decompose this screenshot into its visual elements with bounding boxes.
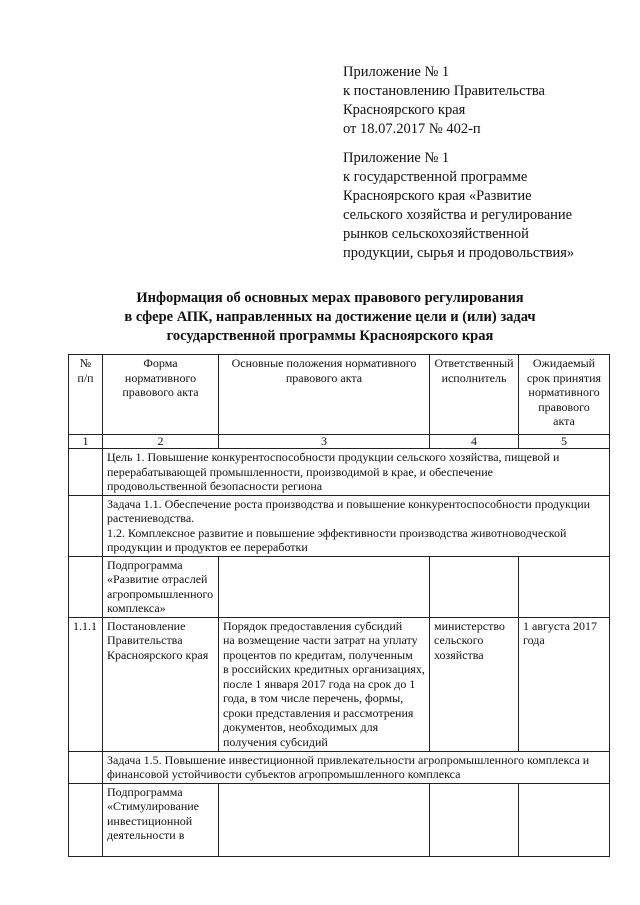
task-1-5-text	[103, 751, 610, 783]
text-line: получения субсидий	[223, 734, 328, 749]
measure-row	[69, 617, 610, 751]
title-line: Информация об основных мерах правового регулирования	[136, 290, 524, 306]
appendix-line: сельского хозяйства и регулирование	[343, 207, 573, 223]
appendix-line: Приложение № 1	[343, 64, 450, 80]
text-line: процентов по кредитам, полученным	[223, 647, 413, 662]
header-act-form	[103, 355, 219, 435]
text-line: «Стимулирование	[107, 799, 199, 813]
appendix-line: рынков сельскохозяйственной	[343, 226, 529, 242]
subprogram-row	[69, 783, 610, 856]
text-line: Красноярского края	[107, 647, 209, 662]
empty-cell	[69, 751, 103, 783]
text-line: растениеводства.	[107, 511, 195, 525]
measure-responsible	[430, 617, 519, 751]
text-line: Постановление	[107, 618, 186, 633]
empty-cell	[430, 556, 519, 617]
title-line: государственной программы Красноярского края	[166, 328, 494, 344]
subprogram-row	[69, 556, 610, 617]
column-number-row	[69, 435, 610, 449]
task-row	[69, 495, 610, 556]
text-line: деятельности в	[107, 828, 185, 842]
column-number: 5	[519, 435, 610, 449]
column-number: 4	[430, 435, 519, 449]
table-header-row	[69, 355, 610, 435]
text-line: Цель 1. Повышение конкурентоспособности продукции сельского хозяйства, пищевой и	[107, 450, 560, 464]
header-line: Ответственный	[434, 356, 514, 370]
appendix-line: к постановлению Правительства	[343, 83, 545, 99]
header-line: нормативного	[528, 385, 600, 399]
empty-cell	[519, 556, 610, 617]
header-line: нормативного	[124, 370, 197, 385]
empty-cell	[219, 556, 430, 617]
column-number: 1	[69, 435, 103, 449]
header-deadline	[519, 355, 610, 435]
goal-1-text	[103, 449, 610, 496]
text-line: документов, необходимых для	[223, 720, 379, 734]
text-line: перерабатывающей промышленности, производимой в крае, и обеспечение	[107, 464, 493, 479]
appendix-note-resolution	[343, 63, 545, 139]
text-line: «Развитие отраслей	[107, 572, 208, 586]
header-line: п/п	[77, 370, 94, 385]
header-line: Ожидаемый	[532, 356, 596, 370]
appendix-line: от 18.07.2017 № 402-п	[343, 121, 481, 137]
appendix-note-program	[343, 149, 574, 263]
text-line: после 1 января 2017 года на срок до 1	[223, 676, 416, 691]
column-number: 2	[103, 435, 219, 449]
text-line: 1.2. Комплексное развитие и повышение эффективности производства животноводческой	[107, 525, 567, 540]
header-line: акта	[553, 414, 575, 428]
empty-cell	[69, 449, 103, 496]
text-line: хозяйства	[434, 647, 484, 662]
text-line: министерство	[434, 618, 505, 633]
empty-cell	[430, 783, 519, 856]
text-line: сроки представления и рассмотрения	[223, 705, 414, 720]
text-line: инвестиционной	[107, 813, 193, 828]
empty-cell	[69, 783, 103, 856]
goal-row	[69, 449, 610, 496]
text-line: продовольственной безопасности региона	[107, 479, 323, 493]
header-responsible	[430, 355, 519, 435]
text-line: сельского	[434, 633, 484, 647]
regulation-measures-table	[68, 354, 610, 857]
header-line: правового акта	[122, 385, 199, 399]
text-line: агропромышленного	[107, 586, 214, 601]
task-1-1-text	[103, 495, 610, 556]
appendix-line: к государственной программе	[343, 169, 528, 185]
text-line: Подпрограмма	[107, 784, 183, 799]
appendix-line: Красноярского края	[343, 102, 466, 118]
title-line: в сфере АПК, направленных на достижение цели и (или) задач	[124, 309, 536, 325]
text-line: финансовой устойчивости субъектов агропромышленного комплекса	[107, 767, 461, 781]
header-line: Форма	[143, 356, 178, 370]
text-line: года, в том числе перечень, формы,	[223, 691, 404, 705]
task-row	[69, 751, 610, 783]
header-number	[69, 355, 103, 435]
header-line: Основные положения нормативного	[231, 356, 417, 370]
text-line: 1 августа 2017	[523, 618, 597, 633]
header-line: правового акта	[285, 370, 363, 385]
measure-number: 1.1.1	[69, 617, 103, 751]
measure-deadline	[519, 617, 610, 751]
header-line: срок принятия	[526, 370, 602, 385]
header-line: №	[79, 356, 92, 370]
empty-cell	[219, 783, 430, 856]
appendix-line: продукции, сырья и продовольствия»	[343, 245, 575, 261]
text-line: Порядок предоставления субсидий	[223, 618, 403, 633]
text-line: комплекса»	[107, 601, 166, 615]
text-line: Правительства	[107, 633, 183, 647]
column-number: 3	[219, 435, 430, 449]
appendix-line: Приложение № 1	[343, 150, 450, 166]
header-act-provisions	[219, 355, 430, 435]
subprogram-1-name	[103, 556, 219, 617]
empty-cell	[69, 556, 103, 617]
text-line: Подпрограмма	[107, 557, 183, 572]
measure-act-form	[103, 617, 219, 751]
document-title	[60, 289, 600, 346]
empty-cell	[69, 495, 103, 556]
header-line: исполнитель	[441, 370, 507, 385]
subprogram-2-name	[103, 783, 219, 856]
header-line: правового	[538, 399, 590, 414]
text-line: года	[523, 633, 545, 647]
empty-cell	[519, 783, 610, 856]
text-line: продукции и продуктов ее переработки	[107, 540, 308, 554]
text-line: в российских кредитных организациях,	[223, 662, 425, 676]
text-line: Задача 1.5. Повышение инвестиционной привлекательности агропромышленного комплекса и	[107, 752, 590, 767]
text-line: на возмещение части затрат на уплату	[223, 633, 418, 647]
appendix-line: Красноярского края «Развитие	[343, 188, 532, 204]
measure-provisions	[219, 617, 430, 751]
text-line: Задача 1.1. Обеспечение роста производства и повышение конкурентоспособности продукции	[107, 496, 591, 511]
